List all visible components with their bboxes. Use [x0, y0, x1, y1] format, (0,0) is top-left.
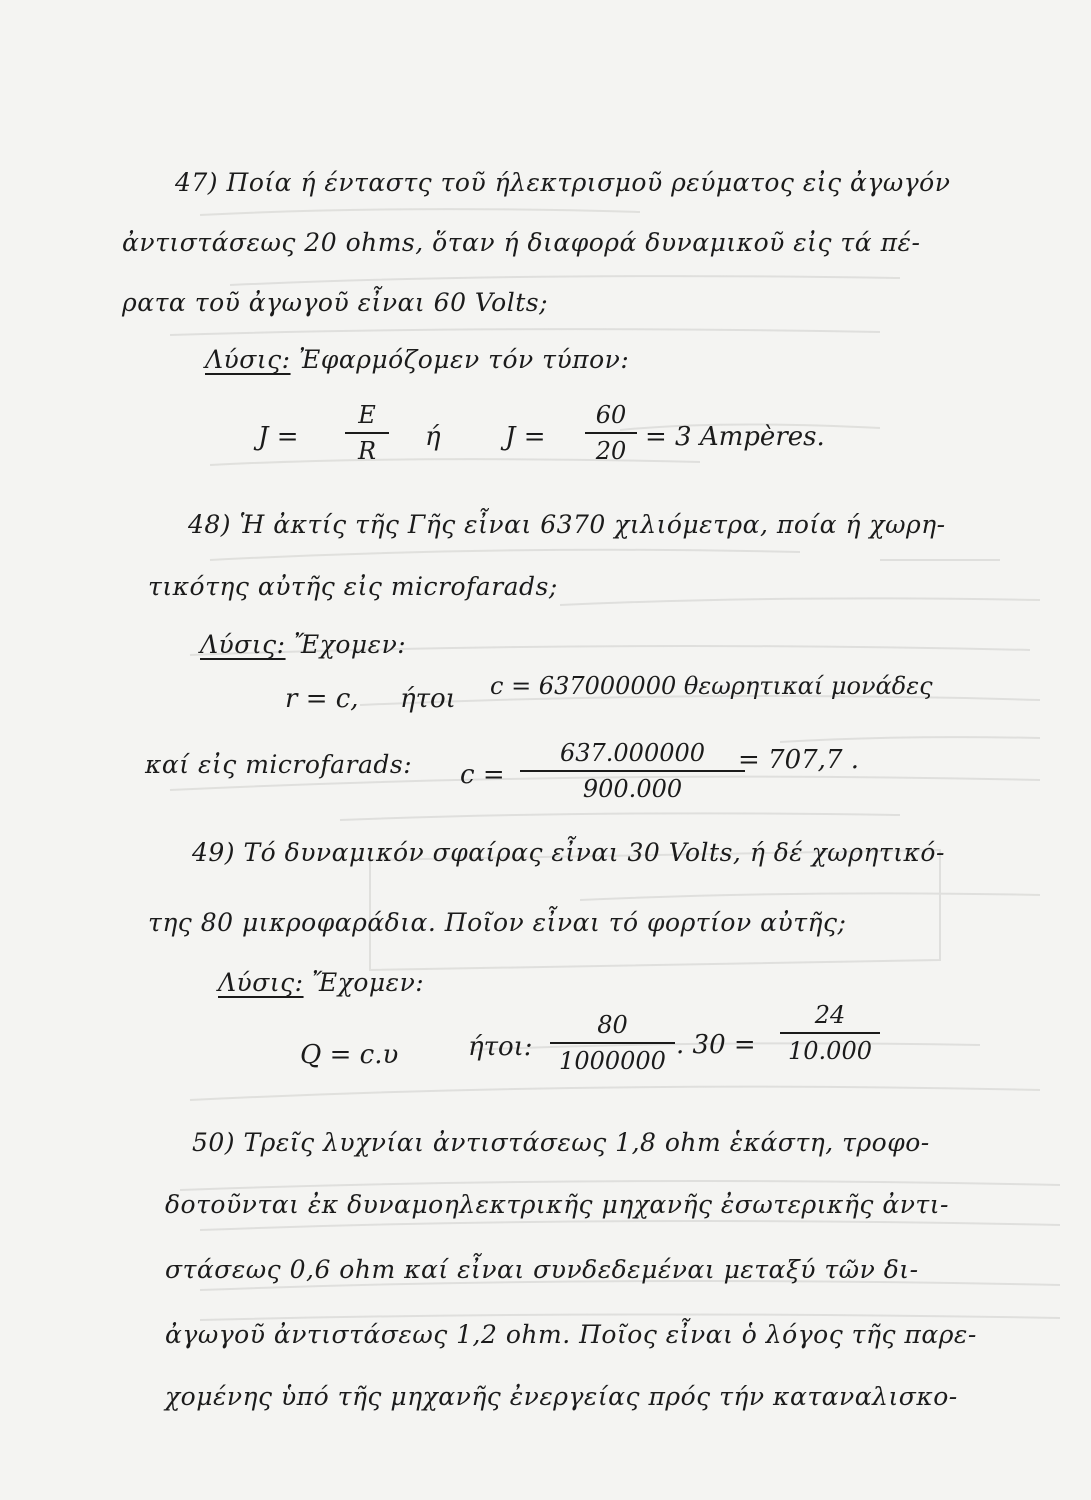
- eq2-rhs: = 707,7 .: [738, 745, 860, 775]
- problem-50-line-1: 50) Τρεῖς λυχνίαι ἀντιστάσεως 1,8 ohm ἑκάστη, τροφο-: [192, 1128, 930, 1157]
- eq-lhs: Q = c.υ: [300, 1040, 399, 1070]
- solution-label: Λύσις:: [205, 345, 291, 374]
- formula-denominator: R: [357, 437, 377, 465]
- problem-47-line-1: 47) Ποία ή ένταστς τοῦ ήλεκτρισμοῦ ρεύματος εἰς ἀγωγόν: [175, 168, 951, 197]
- problem-50-line-3: στάσεως 0,6 ohm καί εἶναι συνδεδεμέναι μεταξύ τῶν δι-: [165, 1255, 919, 1284]
- eq-multiply: . 30 =: [676, 1030, 756, 1060]
- eq-numerator-2: 24: [814, 1001, 846, 1029]
- problem-50-line-5: χομένης ὑπό τῆς μηχανῆς ἐνεργείας πρός τήν καταναλισκο-: [165, 1382, 958, 1411]
- result-denominator: 20: [595, 437, 627, 465]
- eq-denominator-2: 10.000: [788, 1037, 872, 1065]
- fraction-bar: [550, 1042, 675, 1044]
- problem-47-line-2: ἀντιστάσεως 20 ohms, ὅταν ή διαφορά δυναμικοῦ εἰς τά πέ-: [122, 228, 921, 257]
- fraction-bar: [585, 432, 637, 434]
- formula-fraction: [345, 400, 389, 466]
- problem-50-line-4: ἀγωγοῦ ἀντιστάσεως 1,2 ohm. Ποῖος εἶναι ὁ λόγος τῆς παρε-: [165, 1320, 977, 1349]
- problem-48-line-2: τικότης αὐτῆς εἰς microfarads;: [148, 572, 558, 601]
- fraction-bar: [520, 770, 745, 772]
- solution-label: Λύσις:: [200, 630, 286, 659]
- problem-49-line-1: 49) Τό δυναμικόν σφαίρας εἶναι 30 Volts, ή δέ χωρητικό-: [192, 838, 945, 867]
- eq2-fraction: [520, 738, 745, 804]
- eq2-numerator: 637.000000: [559, 739, 706, 767]
- problem-49-solution-heading: [218, 968, 424, 997]
- eq1-lhs: r = c,: [285, 684, 359, 714]
- problem-48-line-1: 48) Ἡ ἀκτίς τῆς Γῆς εἶναι 6370 χιλιόμετρα, ποία ή χωρη-: [188, 510, 946, 539]
- eq2-denominator: 900.000: [582, 775, 683, 803]
- result-lhs: J =: [505, 422, 546, 452]
- eq-denominator-1: 1000000: [559, 1047, 666, 1075]
- result-numerator: 60: [595, 401, 627, 429]
- fraction-bar: [780, 1032, 880, 1034]
- eq1-mid: ήτοι: [400, 684, 456, 714]
- problem-50-line-2: δοτοῦνται ἐκ δυναμοηλεκτρικῆς μηχανῆς ἐσωτερικῆς ἀντι-: [165, 1190, 949, 1219]
- eq-mid: ήτοι:: [468, 1032, 533, 1062]
- solution-label: Λύσις:: [218, 968, 304, 997]
- formula-lhs: J =: [258, 422, 299, 452]
- result-rhs: = 3 Ampères.: [645, 422, 825, 452]
- solution-intro: Ἔχομεν:: [312, 968, 425, 997]
- eq-numerator-1: 80: [597, 1011, 628, 1039]
- eq-fraction-1: [550, 1010, 675, 1076]
- result-fraction: [585, 400, 637, 466]
- eq2-prefix: καί εἰς microfarads:: [145, 750, 413, 779]
- eq1-rhs: c = 637000000 θεωρητικαί μονάδες: [490, 672, 933, 700]
- solution-intro: Ἐφαρμόζομεν τόν τύπον:: [299, 345, 630, 374]
- solution-intro: Ἔχομεν:: [294, 630, 407, 659]
- formula-numerator: E: [358, 401, 376, 429]
- eq2-lhs: c =: [460, 760, 505, 790]
- formula-or: ή: [425, 422, 441, 452]
- problem-48-solution-heading: [200, 630, 406, 659]
- problem-47-line-3: ρατα τοῦ ἀγωγοῦ εἶναι 60 Volts;: [122, 288, 549, 317]
- eq-fraction-2: [780, 1000, 880, 1066]
- fraction-bar: [345, 432, 389, 434]
- problem-47-solution-heading: [205, 345, 629, 374]
- problem-49-line-2: της 80 μικροφαράδια. Ποῖον εἶναι τό φορτίον αὐτῆς;: [148, 908, 847, 937]
